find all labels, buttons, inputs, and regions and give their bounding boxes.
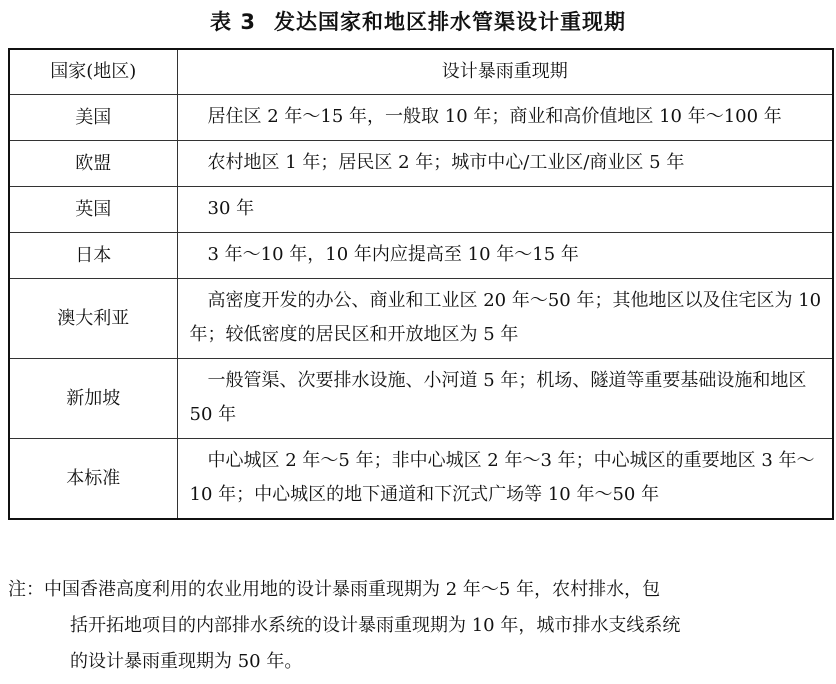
table-row	[9, 187, 833, 233]
return-period-table	[8, 48, 834, 520]
table-row	[9, 359, 833, 439]
table-number: 表 3	[210, 10, 256, 34]
return-period-cell: 30 年	[177, 187, 833, 233]
country-cell: 本标准	[9, 439, 177, 520]
table-row	[9, 95, 833, 141]
note-line: 的设计暴雨重现期为 50 年。	[70, 651, 303, 672]
table-row	[9, 279, 833, 359]
table-title-text: 发达国家和地区排水管渠设计重现期	[273, 10, 626, 34]
return-period-cell: 3 年～10 年，10 年内应提高至 10 年～15 年	[177, 233, 833, 279]
table-row	[9, 439, 833, 520]
return-period-cell: 一般管渠、次要排水设施、小河道 5 年；机场、隧道等重要基础设施和地区 50 年	[177, 359, 833, 439]
country-cell: 澳大利亚	[9, 279, 177, 359]
return-period-cell: 居住区 2 年～15 年，一般取 10 年；商业和高价值地区 10 年～100 年	[177, 95, 833, 141]
note-line: 注：中国香港高度利用的农业用地的设计暴雨重现期为 2 年～5 年，农村排水，包	[8, 579, 661, 600]
header-country: 国家(地区)	[9, 49, 177, 95]
header-return-period: 设计暴雨重现期	[177, 49, 833, 95]
note-line: 括开拓地项目的内部排水系统的设计暴雨重现期为 10 年，城市排水支线系统	[70, 615, 681, 636]
country-cell: 日本	[9, 233, 177, 279]
table-row	[9, 233, 833, 279]
return-period-cell: 中心城区 2 年～5 年；非中心城区 2 年～3 年；中心城区的重要地区 3 年～10 年；中心城区的地下通道和下沉式广场等 10 年～50 年	[177, 439, 833, 520]
return-period-cell: 高密度开发的办公、商业和工业区 20 年～50 年；其他地区以及住宅区为 10 年；较低密度的居民区和开放地区为 5 年	[177, 279, 833, 359]
table-note	[8, 572, 832, 680]
country-cell: 新加坡	[9, 359, 177, 439]
table-header-row	[9, 49, 833, 95]
table-body	[9, 95, 833, 520]
country-cell: 英国	[9, 187, 177, 233]
table-row	[9, 141, 833, 187]
country-cell: 美国	[9, 95, 177, 141]
return-period-cell: 农村地区 1 年；居民区 2 年；城市中心/工业区/商业区 5 年	[177, 141, 833, 187]
country-cell: 欧盟	[9, 141, 177, 187]
table-title	[0, 8, 836, 36]
